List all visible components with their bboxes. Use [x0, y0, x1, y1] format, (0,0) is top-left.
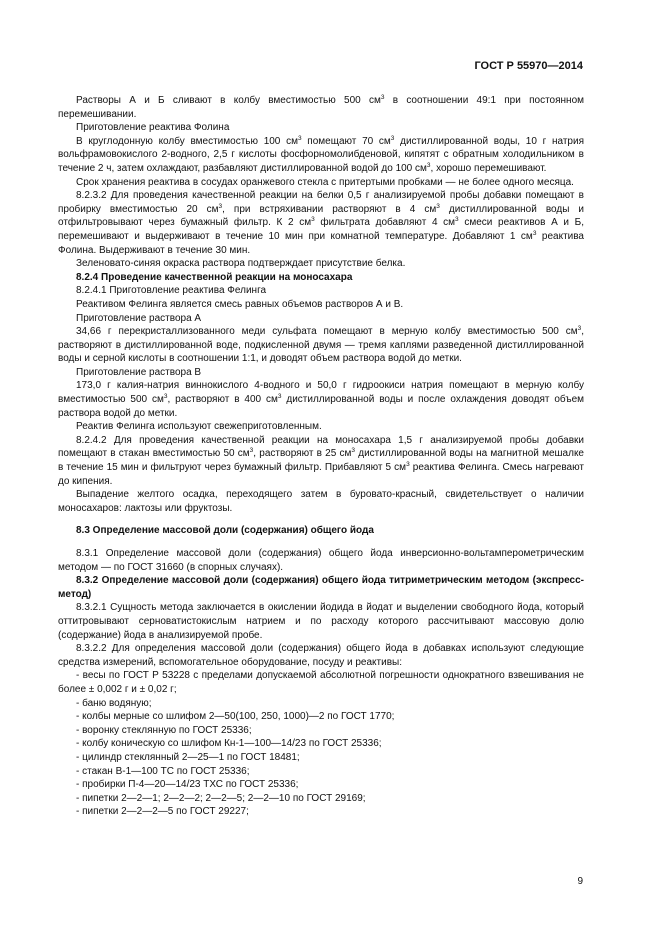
paragraph: Приготовление раствора А: [76, 312, 202, 324]
paragraph: 8.3.2.1 Сущность метода заключается в окислении йодида в йодат и выделении свободного йода, который оттитровывают серноватистокислым натрием и по расходу которого рассчитывают массовую долю (содержание) йода в анализируемой пробе.: [58, 602, 584, 641]
document-header: ГОСТ Р 55970—2014: [474, 60, 583, 72]
paragraph: Реактив Фелинга используют свежеприготовленным.: [76, 421, 322, 433]
paragraph: - цилиндр стеклянный 2—25—1 по ГОСТ 18481;: [76, 751, 300, 763]
paragraph: Зеленовато-синяя окраска раствора подтверждает присутствие белка.: [76, 258, 406, 270]
paragraph: - пипетки 2—2—1; 2—2—2; 2—2—5; 2—2—10 по ГОСТ 29169;: [76, 792, 366, 804]
paragraph: 8.3.1 Определение массовой доли (содержания) общего йода инверсионно-вольтамперометрическим методом — по ГОСТ 31660 (в спорных случаях).: [58, 548, 584, 573]
paragraph: 8.3.2 Определение массовой доли (содержания) общего йода титриметрическим методом (экспресс-метод): [58, 575, 584, 600]
paragraph: 173,0 г калия-натрия виннокислого 4-водного и 50,0 г гидроокиси натрия помещают в мерную колбу вместимостью 500 $см^3$, растворяют в 400 $см^3$ дистиллированной воды и после охлаждения доводят объем раствора водой до метки.: [58, 380, 584, 419]
paragraph: - воронку стеклянную по ГОСТ 25336;: [76, 724, 252, 736]
paragraph: - баню водяную;: [76, 697, 152, 709]
paragraph: Реактивом Фелинга является смесь равных объемов растворов А и В.: [76, 298, 404, 310]
paragraph: - пипетки 2—2—2—5 по ГОСТ 29227;: [76, 806, 249, 818]
paragraph: 8.2.3.2 Для проведения качественной реакции на белки 0,5 г анализируемой пробы добавки помещают в пробирку вместимостью 20 $см^3$, при встряхивании растворяют в 4 $см^3$ дистиллированной воды и отфильтровывают через бумажный фильтр. К 2 $см^3$ фильтрата добавляют 4 $см^3$ смеси реактивов А и Б, перемешивают и выдерживают в течение 10 мин при комнатной температуре. Добавляют 1 $см^3$ реактива Фолина. Выдерживают в течение 30 мин.: [58, 190, 584, 256]
paragraph: 8.3.2.2 Для определения массовой доли (содержания) общего йода в добавках используют следующие средства измерений, вспомогательное оборудование, посуду и реактивы:: [58, 643, 584, 668]
paragraph: Приготовление реактива Фолина: [76, 122, 230, 134]
paragraph: Выпадение желтого осадка, переходящего затем в буровато-красный, свидетельствует о наличии моносахаров: лактозы или фруктозы.: [58, 489, 584, 514]
paragraph: - пробирки П-4—20—14/23 ТХС по ГОСТ 25336;: [76, 779, 299, 791]
paragraph: 8.2.4.2 Для проведения качественной реакции на моносахара 1,5 г анализируемой пробы добавки помещают в стакан вместимостью 50 $см^3$, растворяют в 25 $см^3$ дистиллированной воды на магнитной мешалке в течение 15 мин и фильтруют через бумажный фильтр. Прибавляют 5 $см^3$ реактива Фелинга. Смесь нагревают до кипения.: [58, 434, 584, 487]
paragraph: Растворы А и Б сливают в колбу вместимостью 500 $см^3$ в соотношении 49:1 при постоянном перемешивании.: [58, 94, 585, 120]
paragraph: 8.2.4.1 Приготовление реактива Фелинга: [76, 285, 267, 297]
paragraph: - колбы мерные со шлифом 2—50(100, 250, 1000)—2 по ГОСТ 1770;: [76, 711, 395, 723]
paragraph: 8.3 Определение массовой доли (содержания) общего йода: [76, 525, 374, 537]
paragraph: - колбу коническую со шлифом Кн-1—100—14/23 по ГОСТ 25336;: [76, 738, 382, 750]
page-number: 9: [577, 876, 583, 887]
paragraph: 8.2.4 Проведение качественной реакции на моносахара: [76, 271, 353, 283]
paragraph: Приготовление раствора В: [76, 366, 202, 378]
document-body: [58, 94, 584, 819]
paragraph: В круглодонную колбу вместимостью 100 $см^3$ помещают 70 $см^3$ дистиллированной воды, 10 г натрия вольфрамовокислого 2-водного, 2,5 г кислоты фосфорномолибденовой, кипятят с обратным холодильником в течение 2 ч, затем охлаждают, разбавляют дистиллированной водой до 100 $см^3$, хорошо перемешивают.: [58, 134, 584, 174]
paragraph: Срок хранения реактива в сосудах оранжевого стекла с притертыми пробками — не более одного месяца.: [76, 176, 574, 188]
paragraph: - стакан В-1—100 ТС по ГОСТ 25336;: [76, 765, 250, 777]
paragraph: 34,66 г перекристаллизованного меди сульфата помещают в мерную колбу вместимостью 500 $см^3$, растворяют в дистиллированной воде, подкисленной двумя — тремя каплями разведенной дистиллированной воды и серной кислоты в соотношении 1:1, и доводят объем раствора водой до метки.: [58, 325, 584, 365]
paragraph: - весы по ГОСТ Р 53228 с пределами допускаемой абсолютной погрешности однократного взвешивания не более ± 0,002 г и ± 0,02 г;: [58, 670, 584, 695]
